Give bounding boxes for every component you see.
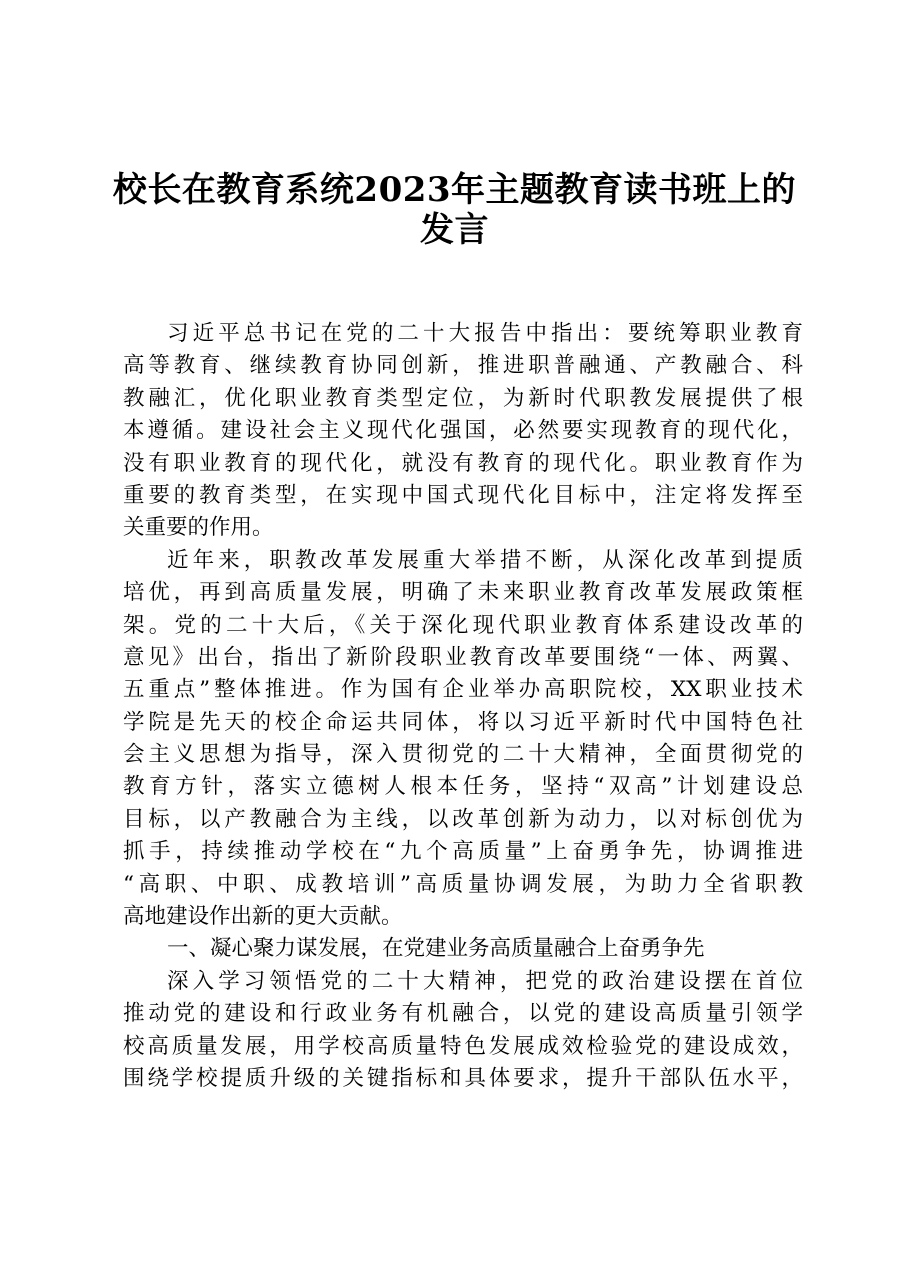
- paragraph-line: 关重要的作用。: [123, 515, 274, 541]
- paragraph-line: 高等教育、继续教育协同创新，推进职普融通、产教融合、科: [123, 353, 803, 379]
- paragraph-line: 教融汇，优化职业教育类型定位，为新时代职教发展提供了根: [123, 385, 803, 411]
- paragraph-line: 架。党的二十大后，《关于深化现代职业教育体系建设改革的: [123, 612, 803, 638]
- paragraph-line: 校高质量发展，用学校高质量特色发展成效检验党的建设成效，: [123, 1033, 803, 1059]
- paragraph-line: 重要的教育类型，在实现中国式现代化目标中，注定将发挥至: [123, 482, 803, 508]
- document-title-line-2: 发言: [420, 210, 489, 250]
- paragraph-line: 没有职业教育的现代化，就没有教育的现代化。职业教育作为: [123, 450, 803, 476]
- paragraph-line: 目标，以产教融合为主线，以改革创新为动力，以对标创优为: [123, 806, 803, 832]
- document-title-line-1: 校长在教育系统2023年主题教育读书班上的: [112, 170, 797, 210]
- paragraph-line: “高职、中职、成教培训”高质量协调发展，为助力全省职教: [123, 871, 803, 897]
- paragraph-line: 会主义思想为指导，深入贯彻党的二十大精神，全面贯彻党的: [123, 742, 803, 768]
- paragraph-line: 深入学习领悟党的二十大精神，把党的政治建设摆在首位: [167, 968, 803, 994]
- paragraph-line: 推动党的建设和行政业务有机融合，以党的建设高质量引领学: [123, 1001, 803, 1027]
- paragraph-line: 意见》出台，指出了新阶段职业教育改革要围绕“一体、两翼、: [123, 644, 803, 670]
- paragraph-line: 五重点”整体推进。作为国有企业举办高职院校，XX职业技术: [123, 677, 803, 703]
- paragraph-line: 围绕学校提质升级的关键指标和具体要求，提升干部队伍水平，: [123, 1065, 803, 1091]
- paragraph-line: 教育方针，落实立德树人根本任务，坚持“双高”计划建设总: [123, 774, 803, 800]
- document-body: [123, 318, 803, 1095]
- paragraph-line: 抓手，持续推动学校在“九个高质量”上奋勇争先，协调推进: [123, 839, 803, 865]
- paragraph-line: 本遵循。建设社会主义现代化强国，必然要实现教育的现代化，: [123, 418, 803, 444]
- paragraph-line: 习近平总书记在党的二十大报告中指出：要统筹职业教育: [167, 321, 803, 346]
- paragraph-line: 学院是先天的校企命运共同体，将以习近平新时代中国特色社: [123, 709, 803, 735]
- section-heading: 一、凝心聚力谋发展，在党建业务高质量融合上奋勇争先: [167, 936, 705, 962]
- paragraph-line: 高地建设作出新的更大贡献。: [123, 904, 403, 930]
- paragraph-line: 培优，再到高质量发展，明确了未来职业教育改革发展政策框: [123, 580, 803, 606]
- paragraph-line: 近年来，职教改革发展重大举措不断，从深化改革到提质: [167, 547, 803, 573]
